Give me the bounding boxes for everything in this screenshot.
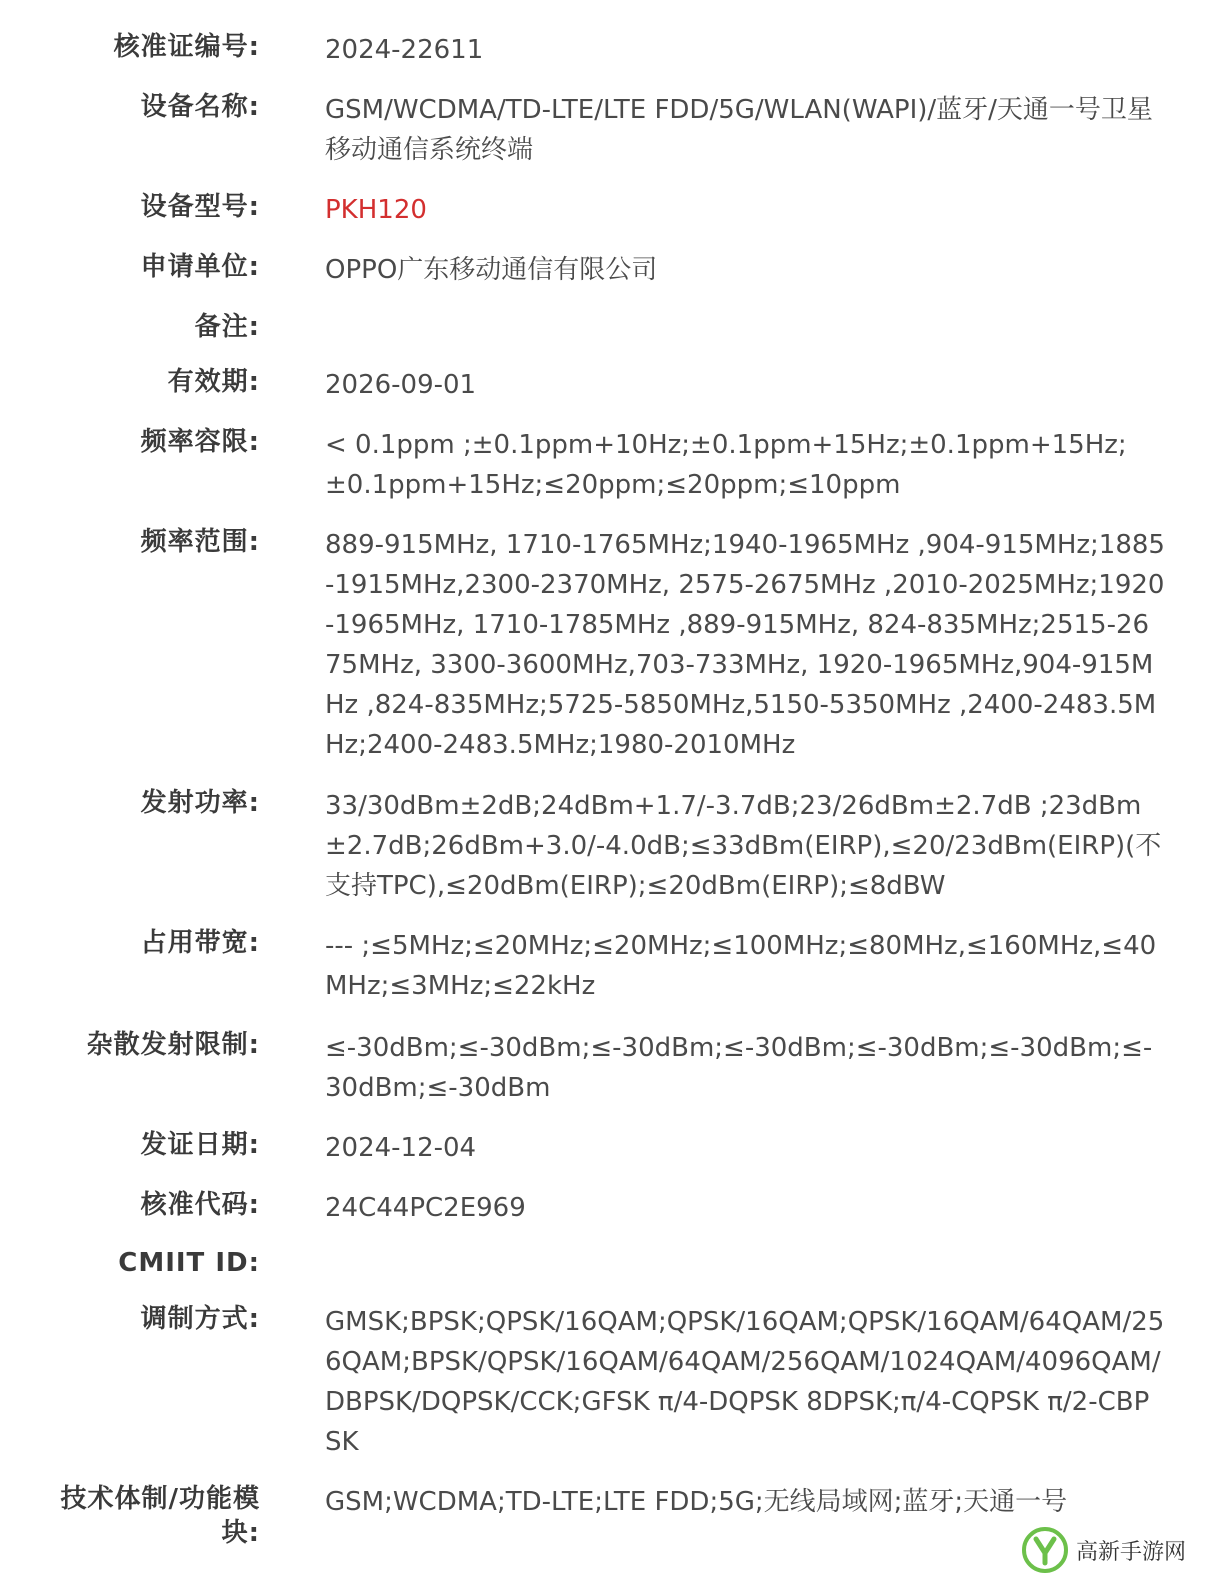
occupied-bandwidth-label: 占用带宽: — [140, 928, 260, 958]
occupied-bandwidth-value: --- ;≤5MHz;≤20MHz;≤20MHz;≤100MHz;≤80MHz,≤160MHz,≤40MHz;≤3MHz;≤22kHz — [325, 931, 1157, 1001]
applicant-value: OPPO广东移动通信有限公司 — [325, 255, 658, 285]
validity-label: 有效期: — [167, 367, 260, 397]
spurious-emission-label: 杂散发射限制: — [86, 1030, 260, 1060]
modulation-value: GMSK;BPSK;QPSK/16QAM;QPSK/16QAM;QPSK/16QAM/64QAM/256QAM;BPSK/QPSK/16QAM/64QAM/256QAM/1024QAM/4096QAM/DBPSK/DQPSK/CCK;GFSK π/4-DQPSK 8DPSK;π/4-CQPSK π/2-CBPSK — [325, 1307, 1165, 1457]
technology-module-value: GSM;WCDMA;TD-LTE;LTE FDD;5G;无线局域网;蓝牙;天通一号 — [325, 1487, 1068, 1517]
transmit-power-value: 33/30dBm±2dB;24dBm+1.7/-3.7dB;23/26dBm±2.7dB ;23dBm±2.7dB;26dBm+3.0/-4.0dB;≤33dBm(EIRP),≤20/23dBm(EIRP)(不支持TPC),≤20dBm(EIRP);≤20dBm(EIRP);≤8dBW — [325, 791, 1162, 901]
device-model-label: 设备型号: — [140, 192, 260, 222]
frequency-tolerance-label: 频率容限: — [140, 427, 260, 457]
applicant-label: 申请单位: — [140, 252, 260, 282]
device-name-value: GSM/WCDMA/TD-LTE/LTE FDD/5G/WLAN(WAPI)/蓝牙/天通一号卫星移动通信系统终端 — [325, 95, 1153, 165]
validity-value: 2026-09-01 — [325, 370, 477, 400]
approval-number-label: 核准证编号: — [113, 32, 260, 62]
modulation-label: 调制方式: — [140, 1304, 260, 1334]
frequency-tolerance-value: < 0.1ppm ;±0.1ppm+10Hz;±0.1ppm+15Hz;±0.1ppm+15Hz;±0.1ppm+15Hz;≤20ppm;≤20ppm;≤10ppm — [325, 430, 1127, 500]
frequency-range-value: 889-915MHz, 1710-1765MHz;1940-1965MHz ,904-915MHz;1885-1915MHz,2300-2370MHz, 2575-2675MHz ,2010-2025MHz;1920-1965MHz, 1710-1785MHz ,889-915MHz, 824-835MHz;2515-2675MHz, 3300-3600MHz,703-733MHz, 1920-1965MHz,904-915MHz ,824-835MHz;5725-5850MHz,5150-5350MHz ,2400-2483.5MHz;2400-2483.5MHz;1980-2010MHz — [325, 530, 1165, 760]
spurious-emission-value: ≤-30dBm;≤-30dBm;≤-30dBm;≤-30dBm;≤-30dBm;≤-30dBm;≤-30dBm;≤-30dBm — [325, 1033, 1153, 1103]
approval-code-label: 核准代码: — [140, 1190, 260, 1220]
issue-date-label: 发证日期: — [140, 1130, 260, 1160]
issue-date-value: 2024-12-04 — [325, 1133, 477, 1163]
technology-module-label: 技术体制/功能模块: — [60, 1484, 260, 1548]
remarks-label: 备注: — [194, 312, 260, 342]
watermark-text: 高新手游网 — [1076, 1539, 1187, 1565]
watermark — [1022, 1520, 1186, 1580]
cmiit-id-label: CMIIT ID: — [118, 1248, 260, 1278]
approval-code-value: 24C44PC2E969 — [325, 1193, 526, 1223]
transmit-power-label: 发射功率: — [140, 788, 260, 818]
device-name-label: 设备名称: — [140, 92, 260, 122]
device-model-value: PKH120 — [325, 195, 427, 225]
frequency-range-label: 频率范围: — [140, 527, 260, 557]
leaf-logo-icon — [1022, 1527, 1068, 1573]
approval-number-value: 2024-22611 — [325, 35, 484, 65]
